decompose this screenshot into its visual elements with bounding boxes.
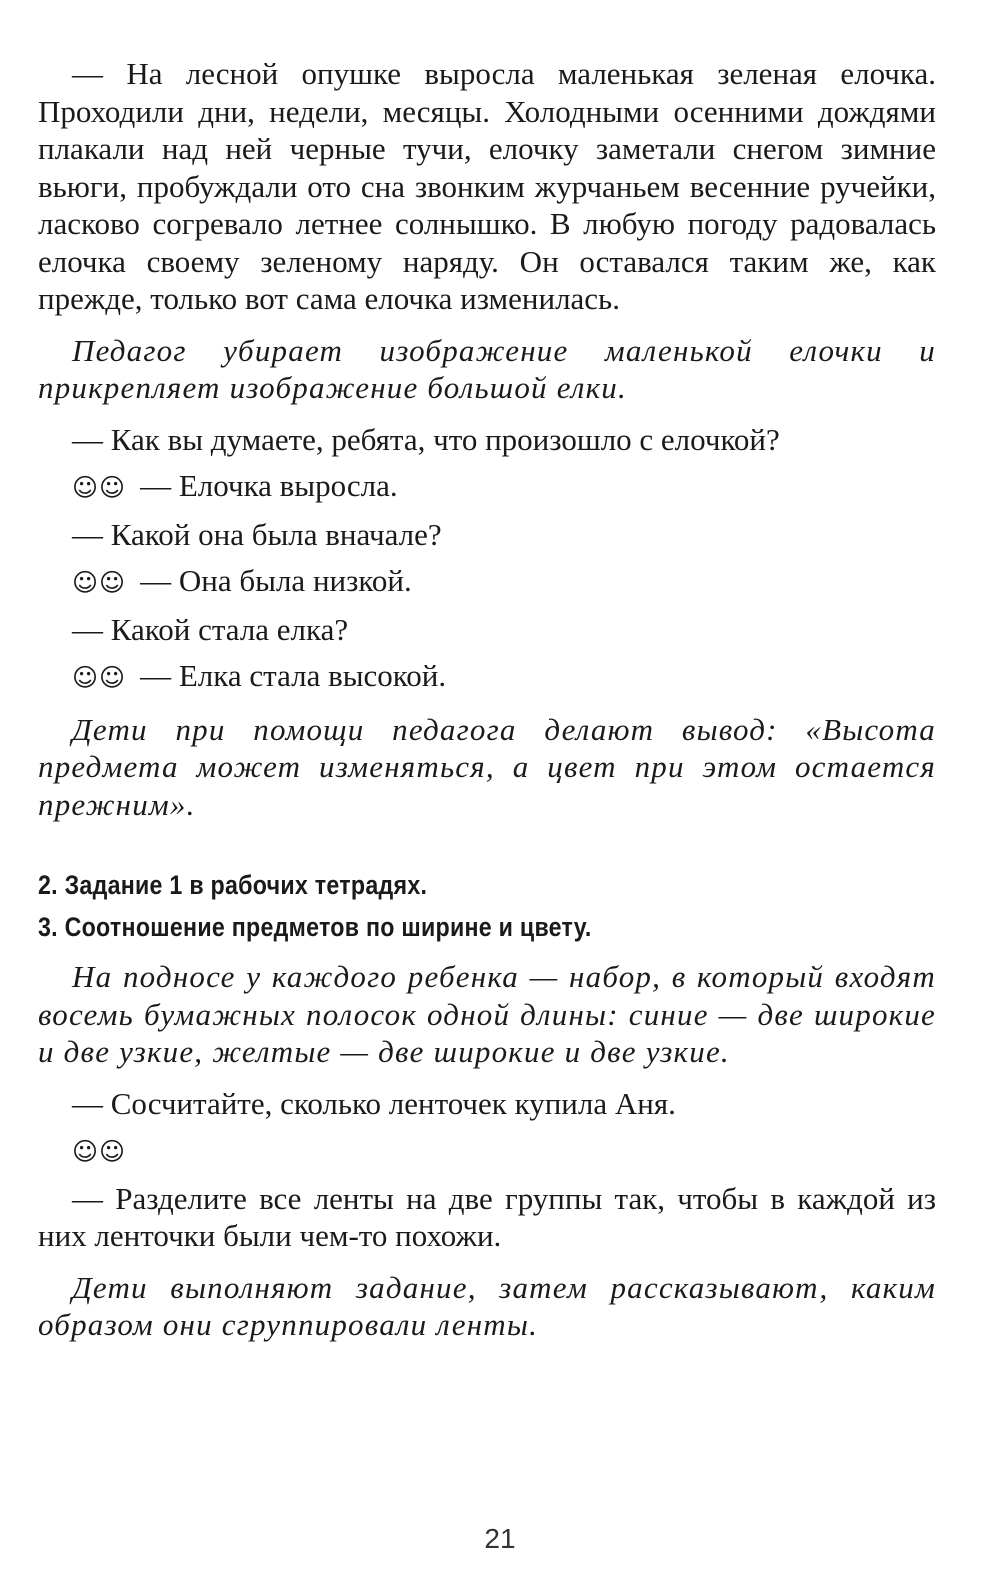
dialog-text: — Какой она была вначале? <box>72 516 442 552</box>
section-heading-3: 3. Соотношение предметов по ширине и цвету. <box>38 912 592 942</box>
instruction-paragraph: — Разделите все ленты на две группы так, чтобы в каждой из них ленточки были чем-то похожи. <box>38 1180 936 1253</box>
dialog-line <box>38 611 936 649</box>
children-smile-icon: ☺☺ <box>72 568 127 597</box>
section-heading-2: 2. Задание 1 в рабочих тетрадях. <box>38 870 428 900</box>
dialog-line <box>38 516 936 554</box>
teacher-note-4: Дети выполняют задание, затем рассказывают, каким образом они сгруппировали ленты. <box>38 1269 936 1342</box>
dialog-line <box>38 467 936 507</box>
teacher-note-2: Дети при помощи педагога делают вывод: «Высота предмета может изменяться, а цвет при этом остается прежним». <box>38 711 936 822</box>
page-number: 21 <box>484 1523 516 1554</box>
teacher-note-1: Педагог убирает изображение маленькой елочки и прикрепляет изображение большой елки. <box>38 332 936 405</box>
children-smile-icon: ☺☺ <box>72 1137 127 1166</box>
page-body <box>38 55 936 1344</box>
dialog-text: — Какой стала елка? <box>72 611 349 647</box>
dialog-line <box>38 1131 936 1171</box>
dialog-line <box>38 657 936 697</box>
teacher-note-3: На подносе у каждого ребенка — набор, в который входят восемь бумажных полосок одной длины: синие — две широкие и две узкие, желтые — две широкие и две узкие. <box>38 959 936 1069</box>
story-paragraph: — На лесной опушке выросла маленькая зеленая елочка. Проходили дни, недели, месяцы. Холодными осенними дождями плакали над ней черные тучи, елочку заметали снегом зимние вьюги, пробуждали ото сна звонким журчаньем весенние ручейки, ласково согревало летнее солнышко. В любую погоду радовалась елочка своему зеленому наряду. Он оставался таким же, как прежде, только вот сама елочка изменилась. <box>38 56 936 316</box>
dialog-line <box>38 421 936 459</box>
dialog-text: — Елка стала высокой. <box>140 658 447 693</box>
dialog-line <box>38 562 936 602</box>
children-smile-icon: ☺☺ <box>72 473 127 502</box>
children-smile-icon: ☺☺ <box>72 663 127 692</box>
dialog-text: — Как вы думаете, ребята, что произошло с елочкой? <box>72 421 780 457</box>
dialog-text: — Она была низкой. <box>140 563 412 598</box>
dialog-line: — Сосчитайте, сколько ленточек купила Аня. <box>72 1085 676 1121</box>
dialog-text: — Елочка выросла. <box>140 468 398 503</box>
